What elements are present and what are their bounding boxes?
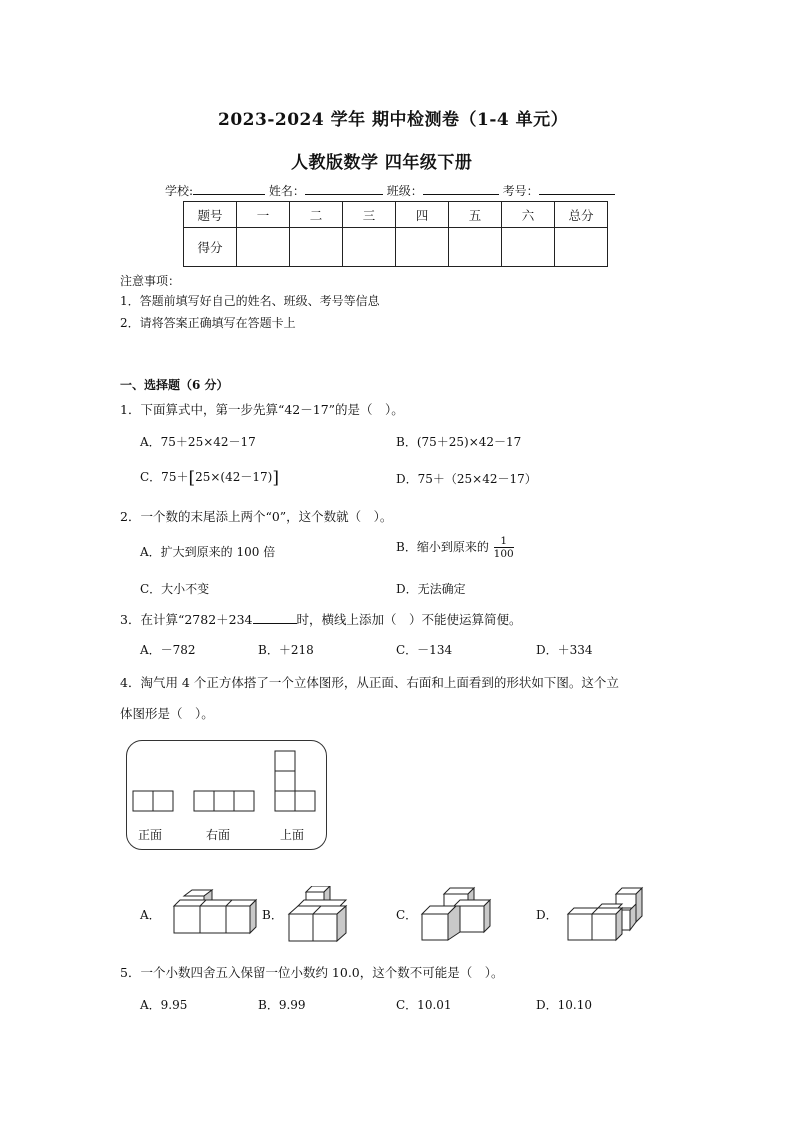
q4-option-b-cube-figure[interactable] bbox=[284, 886, 352, 944]
question-1-stem: 1．下面算式中，第一步先算“42－17”的是（ ）。 bbox=[120, 402, 404, 417]
score-row-label: 得分 bbox=[184, 228, 237, 267]
name-label: 姓名： bbox=[268, 184, 305, 198]
q5-option-c[interactable]: C．10.01 bbox=[396, 998, 452, 1012]
score-table-cell: 三 bbox=[343, 202, 396, 228]
question-4-stem-line1: 4．淘气用 4 个正方体搭了一个立体图形，从正面、右面和上面看到的形状如下图。这个立 bbox=[120, 675, 619, 690]
front-view-shape bbox=[133, 791, 173, 811]
score-cell[interactable] bbox=[502, 228, 555, 267]
question-2-stem: 2．一个数的末尾添上两个“0”，这个数就（ ）。 bbox=[120, 509, 393, 524]
q2-option-c[interactable]: C．大小不变 bbox=[140, 582, 210, 596]
q4-option-d-cube-figure[interactable] bbox=[566, 886, 648, 944]
q3-stem-suffix: 时，横线上添加（ ）不能使运算简便。 bbox=[296, 612, 522, 627]
exam-subtitle: 人教版数学 四年级下册 bbox=[291, 153, 473, 173]
exam-no-blank[interactable] bbox=[539, 182, 615, 195]
front-view-label: 正面 bbox=[138, 828, 163, 842]
notes-heading: 注意事项： bbox=[120, 274, 181, 288]
left-square-bracket: [ bbox=[188, 468, 196, 488]
school-blank[interactable] bbox=[193, 182, 265, 195]
score-table-cell: 题号 bbox=[184, 202, 237, 228]
student-info-line bbox=[165, 182, 615, 199]
question-4-stem-line2: 体图形是（ ）。 bbox=[120, 706, 214, 721]
q5-option-d[interactable]: D．10.10 bbox=[536, 998, 592, 1012]
note-item: 2．请将答案正确填写在答题卡上 bbox=[120, 316, 296, 330]
class-label: 班级： bbox=[386, 184, 423, 198]
score-table-cell: 二 bbox=[290, 202, 343, 228]
exam-no-label: 考号： bbox=[502, 184, 539, 198]
score-table-score-row bbox=[184, 228, 608, 267]
q3-option-b[interactable]: B．＋218 bbox=[258, 643, 314, 657]
question-3-stem bbox=[120, 610, 522, 628]
q4-option-a-label[interactable]: A． bbox=[140, 908, 161, 922]
score-cell[interactable] bbox=[396, 228, 449, 267]
q1-option-c[interactable] bbox=[140, 468, 279, 488]
q3-stem-prefix: 3．在计算“2782＋234 bbox=[120, 612, 253, 627]
score-cell[interactable] bbox=[555, 228, 608, 267]
class-blank[interactable] bbox=[423, 182, 499, 195]
section-heading: 一、选择题（6 分） bbox=[120, 378, 229, 392]
right-view-shape bbox=[194, 791, 254, 811]
score-cell[interactable] bbox=[343, 228, 396, 267]
name-blank[interactable] bbox=[305, 182, 383, 195]
fraction-denominator: 100 bbox=[493, 548, 514, 560]
score-table-header-row bbox=[184, 202, 608, 228]
score-table-cell: 一 bbox=[237, 202, 290, 228]
top-view-shape bbox=[275, 751, 315, 811]
q3-option-a[interactable]: A．－782 bbox=[140, 643, 196, 657]
score-table-cell: 四 bbox=[396, 202, 449, 228]
q1-option-c-bracket-content: 25×(42－17) bbox=[195, 470, 273, 484]
q5-option-b[interactable]: B．9.99 bbox=[258, 998, 306, 1012]
fraction bbox=[494, 535, 514, 560]
q4-option-a-cube-figure[interactable] bbox=[170, 888, 262, 938]
q2-option-a[interactable]: A．扩大到原来的 100 倍 bbox=[140, 545, 276, 559]
q4-option-b-label[interactable]: B． bbox=[262, 908, 283, 922]
q2-option-d[interactable]: D．无法确定 bbox=[396, 582, 466, 596]
score-cell[interactable] bbox=[449, 228, 502, 267]
note-item: 1．答题前填写好自己的姓名、班级、考号等信息 bbox=[120, 294, 380, 308]
exam-title: 2023-2024 学年 期中检测卷（1-4 单元） bbox=[218, 110, 569, 130]
score-table bbox=[183, 201, 608, 267]
q4-option-c-label[interactable]: C． bbox=[396, 908, 418, 922]
school-label: 学校: bbox=[165, 184, 194, 198]
question-5-stem: 5．一个小数四舍五入保留一位小数约 10.0，这个数不可能是（ ）。 bbox=[120, 965, 504, 980]
q3-option-d[interactable]: D．＋334 bbox=[536, 643, 593, 657]
score-table-cell: 总分 bbox=[555, 202, 608, 228]
q2-option-b-prefix: B．缩小到原来的 bbox=[396, 540, 489, 554]
score-table-cell: 五 bbox=[449, 202, 502, 228]
q1-option-c-prefix: C．75＋ bbox=[140, 470, 189, 484]
q2-option-b[interactable] bbox=[396, 535, 514, 560]
score-cell[interactable] bbox=[290, 228, 343, 267]
q4-option-c-cube-figure[interactable] bbox=[418, 886, 498, 944]
right-square-bracket: ] bbox=[272, 468, 279, 488]
top-view-label: 上面 bbox=[280, 828, 305, 842]
q3-blank bbox=[253, 612, 297, 624]
q3-option-c[interactable]: C．－134 bbox=[396, 643, 453, 657]
q1-option-b[interactable]: B．(75＋25)×42－17 bbox=[396, 435, 522, 449]
right-view-label: 右面 bbox=[206, 828, 231, 842]
score-cell[interactable] bbox=[237, 228, 290, 267]
score-table-cell: 六 bbox=[502, 202, 555, 228]
fraction-numerator: 1 bbox=[494, 535, 514, 548]
q5-option-a[interactable]: A．9.95 bbox=[140, 998, 188, 1012]
q4-option-d-label[interactable]: D． bbox=[536, 908, 558, 922]
q1-option-d[interactable]: D．75＋（25×42－17） bbox=[396, 472, 537, 486]
q1-option-a[interactable]: A．75＋25×42－17 bbox=[140, 435, 256, 449]
